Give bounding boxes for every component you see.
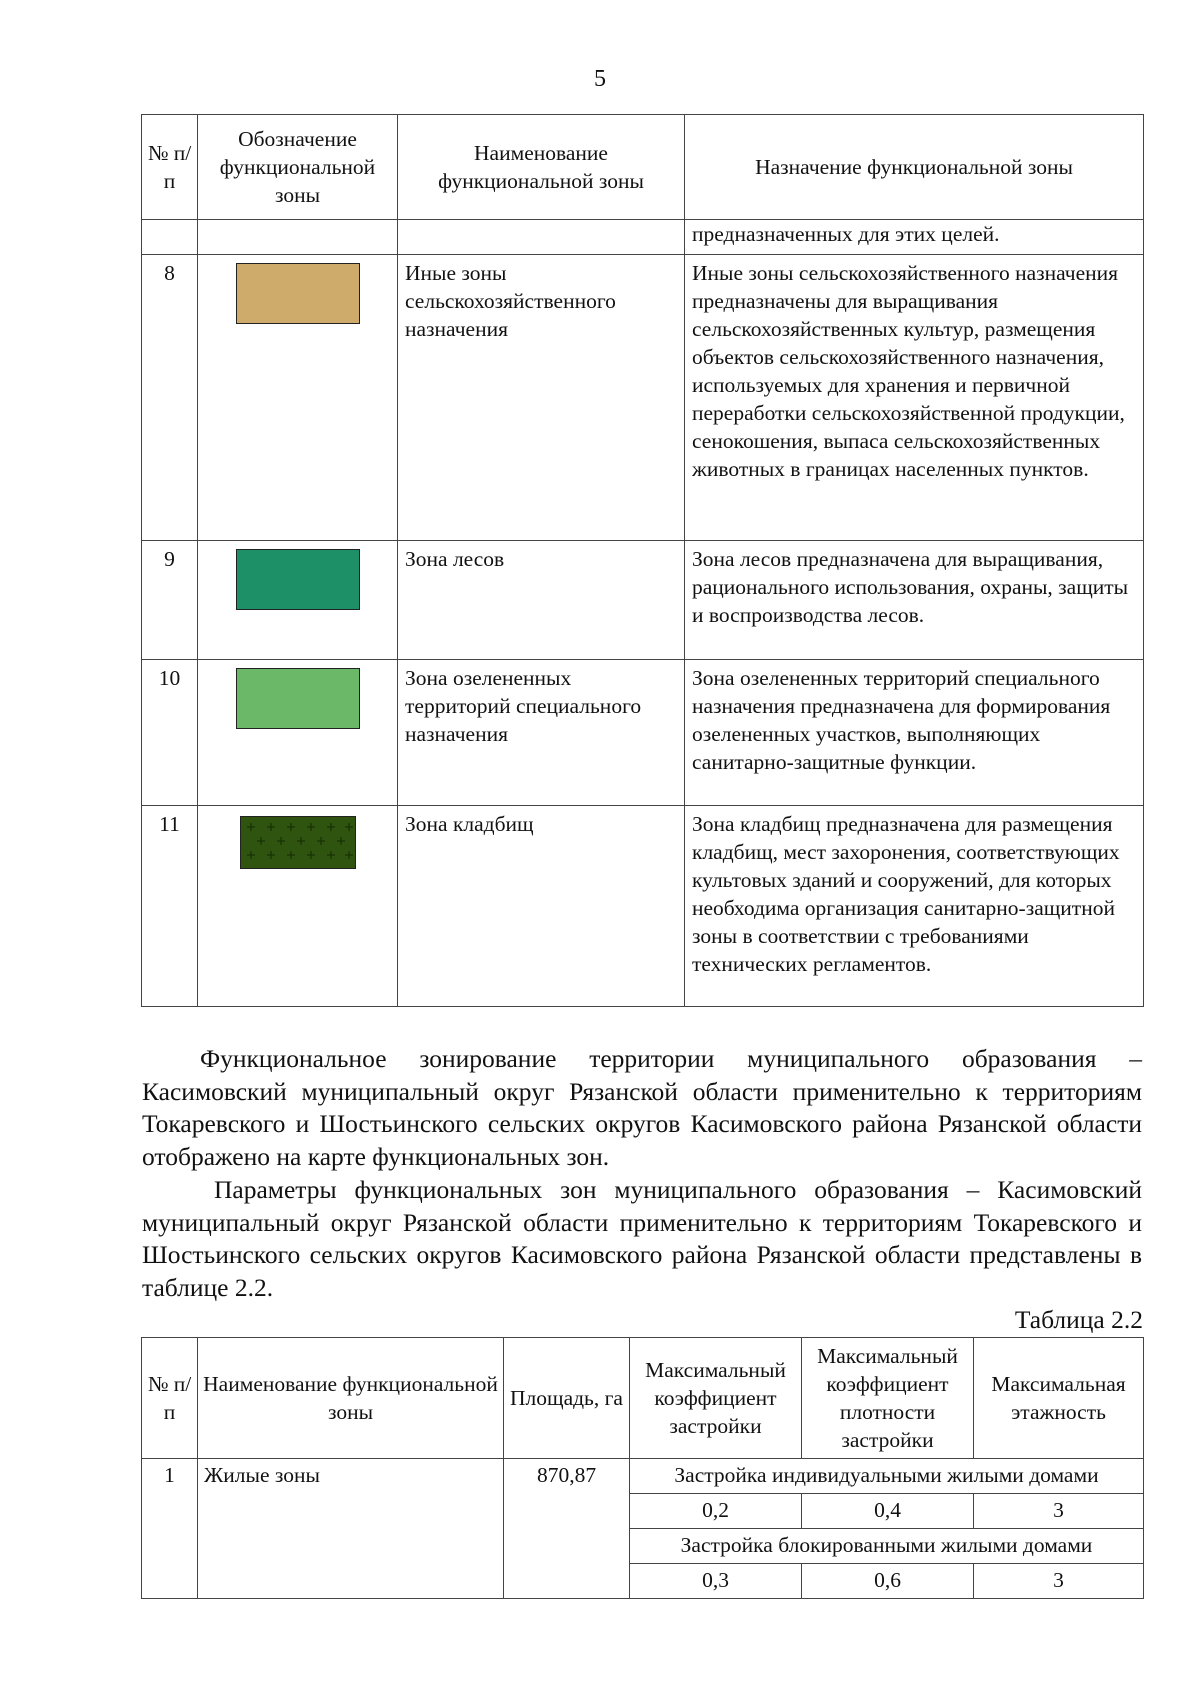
tan-swatch (236, 263, 360, 324)
header-purpose: Назначение функциональной зоны (685, 115, 1144, 220)
legend-cell (198, 541, 398, 660)
paragraph-zoning-map: Функциональное зонирование территории муниципального образования – Касимовский муниципальный округ Рязанской области применительно к территориям Токаревского и Шостьинского сельских округов Касимовского района Рязанской области отображено на карте функциональных зон. (142, 1044, 1142, 1171)
max-density-value: 0,6 (802, 1564, 974, 1599)
header-zone-name: Наименование функциональной зоны (198, 1338, 504, 1459)
header-max-floors: Максимальная этажность (974, 1338, 1144, 1459)
group-label: Застройка блокированными жилыми домами (630, 1529, 1144, 1564)
light-green-swatch (236, 668, 360, 729)
table-row (142, 806, 1144, 1007)
zone-name: Жилые зоны (198, 1459, 504, 1599)
row-number: 9 (142, 541, 198, 660)
row-number: 1 (142, 1459, 198, 1599)
legend-cell (198, 255, 398, 541)
legend-cell (198, 806, 398, 1007)
table-row (142, 660, 1144, 806)
zone-area: 870,87 (504, 1459, 630, 1599)
zone-purpose: Зона лесов предназначена для выращивания, рационального использования, охраны, защиты и воспроизводства лесов. (685, 541, 1144, 660)
zone-name: Иные зоны сельскохозяйственного назначения (398, 255, 685, 541)
max-density-value: 0,4 (802, 1494, 974, 1529)
zone-parameters-table (141, 1337, 1144, 1599)
empty-cell (398, 220, 685, 255)
zone-purpose: Иные зоны сельскохозяйственного назначения предназначены для выращивания сельскохозяйственных культур, размещения объектов сельскохозяйственного назначения, используемых для хранения и первичной переработки сельскохозяйственной продукции, сенокошения, выпаса сельскохозяйственных животных в границах населенных пунктов. (685, 255, 1144, 541)
header-designation: Обозначение функциональной зоны (198, 115, 398, 220)
max-coverage-value: 0,2 (630, 1494, 802, 1529)
zone-name: Зона озелененных территорий специального назначения (398, 660, 685, 806)
table-row (142, 220, 1144, 255)
table-row (142, 541, 1144, 660)
group-label: Застройка индивидуальными жилыми домами (630, 1459, 1144, 1494)
teal-swatch (236, 549, 360, 610)
table-row (142, 255, 1144, 541)
zone-purpose: Зона озелененных территорий специального назначения предназначена для формирования озелененных участков, выполняющих санитарно-защитные функции. (685, 660, 1144, 806)
max-floors-value: 3 (974, 1564, 1144, 1599)
row-number: 10 (142, 660, 198, 806)
empty-cell (198, 220, 398, 255)
empty-cell (142, 220, 198, 255)
header-max-density: Максимальный коэффициент плотности застройки (802, 1338, 974, 1459)
zone-purpose: Зона кладбищ предназначена для размещения кладбищ, мест захоронения, соответствующих культовых зданий и сооружений, для которых необходима организация санитарно-защитной зоны в соответствии с требованиями технических регламентов. (685, 806, 1144, 1007)
functional-zones-table (141, 114, 1144, 1007)
header-area: Площадь, га (504, 1338, 630, 1459)
header-zone-name: Наименование функциональной зоны (398, 115, 685, 220)
cross-pattern-icon (241, 817, 356, 869)
header-max-coverage: Максимальный коэффициент застройки (630, 1338, 802, 1459)
paragraph-zone-parameters: Параметры функциональных зон муниципального образования – Касимовский муниципальный округ Рязанской области применительно к территориям Токаревского и Шостьинского сельских округов Касимовского района Рязанской области представлены в таблице 2.2. (142, 1175, 1142, 1302)
page-number: 5 (594, 66, 606, 92)
zone-name: Зона кладбищ (398, 806, 685, 1007)
table-header-row (142, 115, 1144, 220)
table-header-row (142, 1338, 1144, 1459)
max-floors-value: 3 (974, 1494, 1144, 1529)
continuation-text: предназначенных для этих целей. (685, 220, 1144, 255)
row-number: 8 (142, 255, 198, 541)
header-number: № п/п (142, 1338, 198, 1459)
header-number: № п/п (142, 115, 198, 220)
row-number: 11 (142, 806, 198, 1007)
legend-cell (198, 660, 398, 806)
table-caption: Таблица 2.2 (1014, 1305, 1143, 1334)
max-coverage-value: 0,3 (630, 1564, 802, 1599)
zone-name: Зона лесов (398, 541, 685, 660)
table-row (142, 1459, 1144, 1494)
cemetery-pattern-swatch (240, 816, 356, 869)
